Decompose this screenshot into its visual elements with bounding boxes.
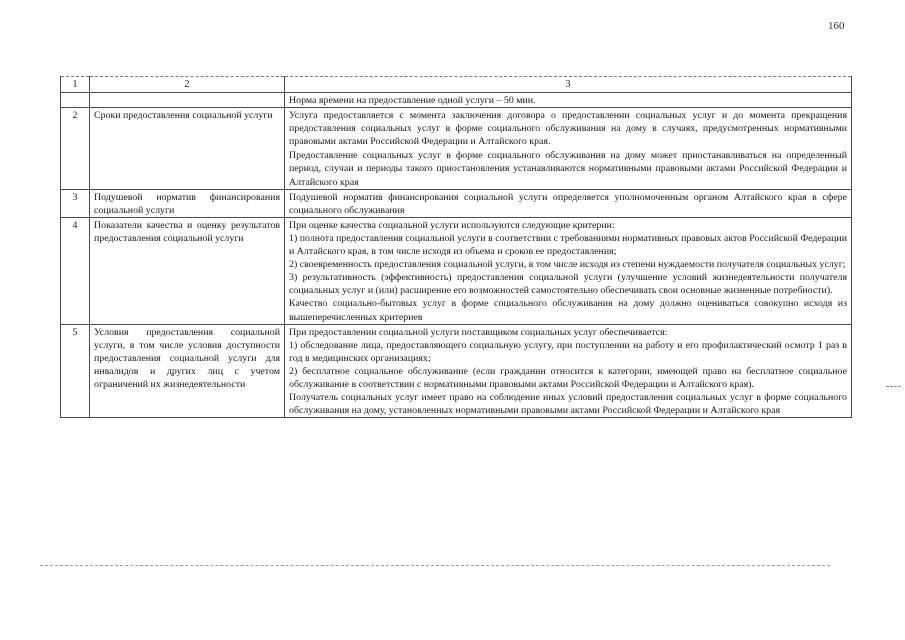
row-number: 5	[61, 324, 90, 418]
row-name: Условия предоставления социальной услуги, в том числе условия доступности предоставления социальной услуги для инвалидов и других лиц с учетом ограничений их жизнедеятельности	[90, 324, 285, 418]
row-content	[285, 189, 852, 217]
row-paragraph: При предоставлении социальной услуги поставщиком социальных услуг обеспечивается:	[289, 326, 668, 338]
header-cell-content: 3	[285, 77, 852, 93]
row-number: 3	[61, 189, 90, 217]
row-paragraph: Норма времени на предоставление одной услуги – 50 мин.	[289, 95, 536, 106]
row-name: Подушевой норматив финансирования социальной услуги	[90, 189, 285, 217]
table-row-continuation	[61, 93, 852, 108]
margin-mark	[886, 386, 901, 387]
row-paragraph: Получатель социальных услуг имеет право на соблюдение иных условий предоставления социальных услуг в форме социального обслуживания на дому, установленных нормативными правовыми актами Российской Федерации и Алтайского края	[289, 392, 847, 417]
row-number	[61, 93, 90, 108]
row-content	[285, 217, 852, 324]
page-bottom-rule	[40, 565, 830, 566]
row-name: Показатели качества и оценку результатов предоставления социальной услуги	[90, 217, 285, 324]
row-content	[285, 108, 852, 190]
row-content	[285, 324, 852, 418]
row-number: 4	[61, 217, 90, 324]
row-name	[90, 93, 285, 108]
row-paragraph: Качество социально-бытовых услуг в форме социального обслуживания на дому должно оцениваться совокупно исходя из вышеперечисленных критериев	[289, 298, 847, 323]
services-standard-table	[60, 76, 852, 418]
table-row-financing	[61, 189, 852, 217]
row-paragraph: При оценке качества социальной услуги используются следующие критерии:	[289, 219, 615, 231]
row-paragraph: 3) результативность (эффективность) предоставления социальной услуги (улучшение условий жизнедеятельности получателя социальных услуг и (или) расширение его возможностей самостоятельно обеспечивать свои основные жизненные потребности).	[289, 272, 847, 297]
row-paragraph: 2) бесплатное социальное обслуживание (если гражданин относится к категории, имеющей право на бесплатное социальное обслуживание в соответствии с нормативными правовыми актами Российской Федерации и Алтайского края).	[289, 365, 847, 390]
row-paragraph: 2) своевременность предоставления социальной услуги, в том числе исходя из степени нуждаемости получателя социальных услуг;	[289, 259, 846, 271]
row-number: 2	[61, 108, 90, 190]
row-paragraph: Услуга предоставляется с момента заключения договора о предоставлении социальных услуг и до момента прекращения предоставления социальных услуг в форме социального обслуживания на дому в случаях, предусмотренных нормативными правовыми актами Российской Федерации и Алтайского края.	[289, 110, 847, 148]
row-paragraph: 1) полнота предоставления социальной услуги в соответствии с требованиями нормативных правовых актов Российской Федерации и Алтайского края, в том числе исходя из объема и сроков ее предоставления;	[289, 232, 847, 258]
header-cell-number: 1	[61, 77, 90, 93]
table-row-terms	[61, 108, 852, 190]
row-content	[285, 93, 852, 108]
row-paragraph: Подушевой норматив финансирования социальной услуги определяется уполномоченным органом Алтайского края в сфере социального обслуживания	[289, 191, 847, 216]
header-cell-name: 2	[90, 77, 285, 93]
table-row-conditions	[61, 324, 852, 418]
row-paragraph: Предоставление социальных услуг в форме социального обслуживания на дому может приостанавливаться на определенный период, случаи и периоды такого приостановления устанавливаются нормативными правовыми актами Российской Федерации и Алтайского края	[289, 150, 847, 188]
table-row-quality	[61, 217, 852, 324]
row-paragraph: 1) обследование лица, предоставляющего социальную услугу, при поступлении на работу и его профилактический осмотр 1 раз в год в медицинских организациях;	[289, 339, 847, 364]
row-name: Сроки предоставления социальной услуги	[90, 108, 285, 190]
page-number: 160	[828, 20, 845, 32]
table-header-row	[61, 77, 852, 93]
